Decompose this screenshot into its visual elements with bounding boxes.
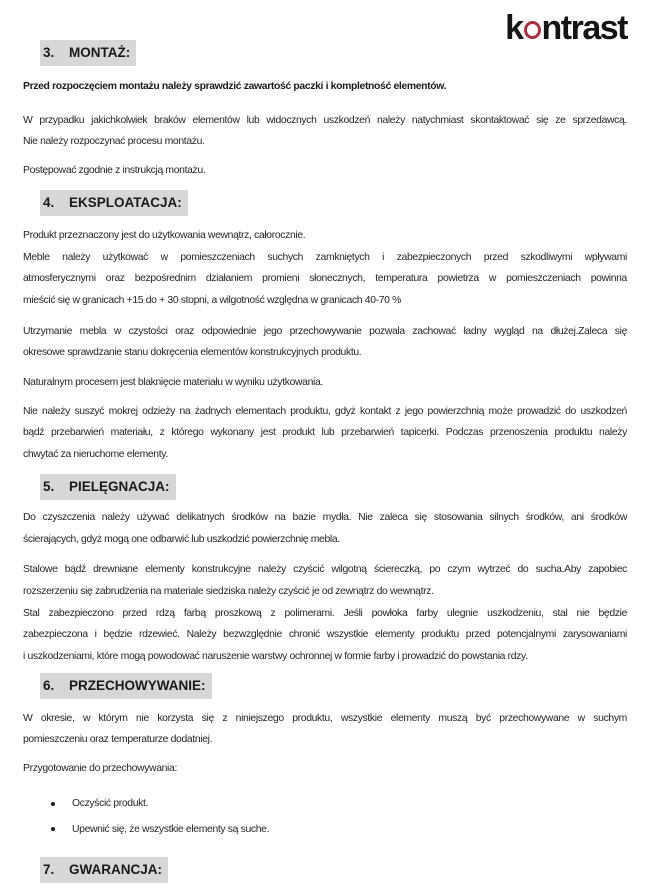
text-line: Produkt przeznaczony jest do użytkowania wewnątrz, całorocznie.: [23, 229, 306, 241]
heading-highlight: [40, 474, 176, 500]
logo-text-before: k: [505, 9, 523, 47]
section-number: 4.: [43, 194, 55, 210]
para-missing-parts: [23, 110, 627, 153]
bullet-item: [23, 819, 627, 841]
section-title: EKSPLOATACJA:: [69, 194, 182, 210]
logo-o-ring-icon: [524, 21, 541, 39]
para-storage: [23, 708, 627, 751]
para-indoor-use: [23, 225, 627, 247]
text-line: pomieszczeniu oraz temperaturze dodatniej.: [23, 734, 213, 746]
para-cleaning-agents: [23, 507, 627, 550]
document-page: [23, 40, 627, 883]
text-line: ścierających, gdyż mogą one odbarwić lub uszkodzić powierzchnię mebla.: [23, 533, 340, 545]
text-line: Stal zabezpieczono przed rdzą farbą proszkową z polimerami. Jeśli powłoka farby ulegnie uszkodzeniu, stal nie będzie: [23, 607, 627, 619]
bullet-dot-icon: [51, 827, 55, 831]
bullet-text: Upewnić się, że wszystkie elementy są suche.: [72, 823, 270, 835]
para-follow-instructions: [23, 160, 627, 182]
section-heading-eksploatacja: [40, 190, 627, 216]
bullet-item: [23, 793, 627, 815]
para-check-package: [23, 76, 627, 98]
text-line: Przed rozpoczęciem montażu należy sprawdzić zawartość paczki i kompletność elementów.: [23, 81, 447, 92]
heading-highlight: [40, 40, 136, 66]
para-preparation: [23, 758, 627, 780]
text-line: rozszerzeniu się zabrudzenia na materiale siedziska należy czyścić je od zewnątrz do wewnątrz.: [23, 585, 434, 597]
text-line: atmosferycznymi oraz bezpośrednim działaniem promieni słonecznych, temperatura powietrza w pomieszczeniach powinna: [23, 273, 627, 285]
text-line: Naturalnym procesem jest blaknięcie materiału w wyniku użytkowania.: [23, 377, 323, 389]
section-title: MONTAŻ:: [69, 45, 131, 60]
text-line: Nie należy rozpoczynać procesu montażu.: [23, 136, 205, 148]
text-line: Meble należy użytkować w pomieszczeniach suchych zamkniętych i zabezpieczonych przed szkodliwymi wpływami: [23, 251, 627, 263]
heading-highlight: [40, 857, 168, 883]
text-line: mieścić się w granicach +15 do + 30 stopni, a wilgotność względna w granicach 40-70 %: [23, 294, 402, 306]
section-title: GWARANCJA:: [69, 862, 162, 878]
para-conditions: [23, 247, 627, 312]
text-line: W okresie, w którym nie korzysta się z niniejszego produktu, wszystkie elementy muszą być przechowywane w suchym: [23, 712, 627, 724]
para-rust: [23, 603, 627, 668]
section-number: 6.: [43, 677, 55, 693]
para-wet-clothes: [23, 401, 627, 466]
section-heading-pielegnacja: [40, 474, 627, 500]
bullet-dot-icon: [51, 802, 55, 806]
para-wiping: [23, 559, 627, 602]
text-line: Utrzymanie mebla w czystości oraz odpowiednie jego przechowywanie pozwala zachować ładny wygląd na dłużej.Zaleca się: [23, 325, 627, 337]
bullet-text: Oczyścić produkt.: [72, 797, 149, 809]
section-number: 5.: [43, 478, 55, 494]
text-line: Do czyszczenia należy używać delikatnych środków na bazie mydła. Nie zaleca się stosowania silnych środków, ani środków: [23, 511, 627, 523]
text-line: Nie należy suszyć mokrej odzieży na żadnych elementach produktu, gdyż kontakt z jego powierzchnią może prowadzić do uszkodzeń: [23, 405, 627, 417]
text-line: Stalowe bądź drewniane elementy konstrukcyjne należy czyścić wilgotną ściereczką, po czym wytrzeć do sucha.Aby zapobiec: [23, 564, 627, 576]
heading-highlight: [40, 190, 188, 216]
text-line: bądź przebarwień materiału, z którego wykonany jest produkt lub przebarwień tapicerki. Podczas przenoszenia produktu należy: [23, 427, 627, 439]
section-number: 7.: [43, 862, 55, 878]
text-line: W przypadku jakichkolwiek braków elementów lub widocznych uszkodzeń należy natychmiast skontaktować się ze sprzedawcą.: [23, 114, 627, 126]
para-cleanliness: [23, 321, 627, 364]
section-heading-montaz: [40, 40, 627, 66]
text-line: chwytać za nieruchome elementy.: [23, 449, 168, 461]
text-line: i uszkodzeniami, które mogą powodować naruszenie warstwy ochronnej w formie farby i prowadzić do powstania rdzy.: [23, 651, 528, 663]
text-line: okresowe sprawdzanie stanu dokręcenia elementów konstrukcyjnych produktu.: [23, 347, 362, 359]
text-line: Przygotowanie do przechowywania:: [23, 763, 177, 775]
section-heading-przechowywanie: [40, 673, 627, 699]
para-fading: [23, 372, 627, 394]
logo-text-after: ntrast: [541, 9, 627, 47]
heading-highlight: [40, 673, 212, 699]
section-heading-gwarancja: [40, 857, 627, 883]
text-line: Postępować zgodnie z instrukcją montażu.: [23, 165, 206, 177]
section-number: 3.: [43, 45, 55, 60]
section-title: PRZECHOWYWANIE:: [69, 677, 206, 693]
text-line: zabezpieczona i będzie rdzewieć. Należy bezwzględnie chronić wszystkie elementy produktu przed potencjalnymi zarysowaniami: [23, 629, 627, 641]
section-title: PIELĘGNACJA:: [69, 478, 170, 494]
